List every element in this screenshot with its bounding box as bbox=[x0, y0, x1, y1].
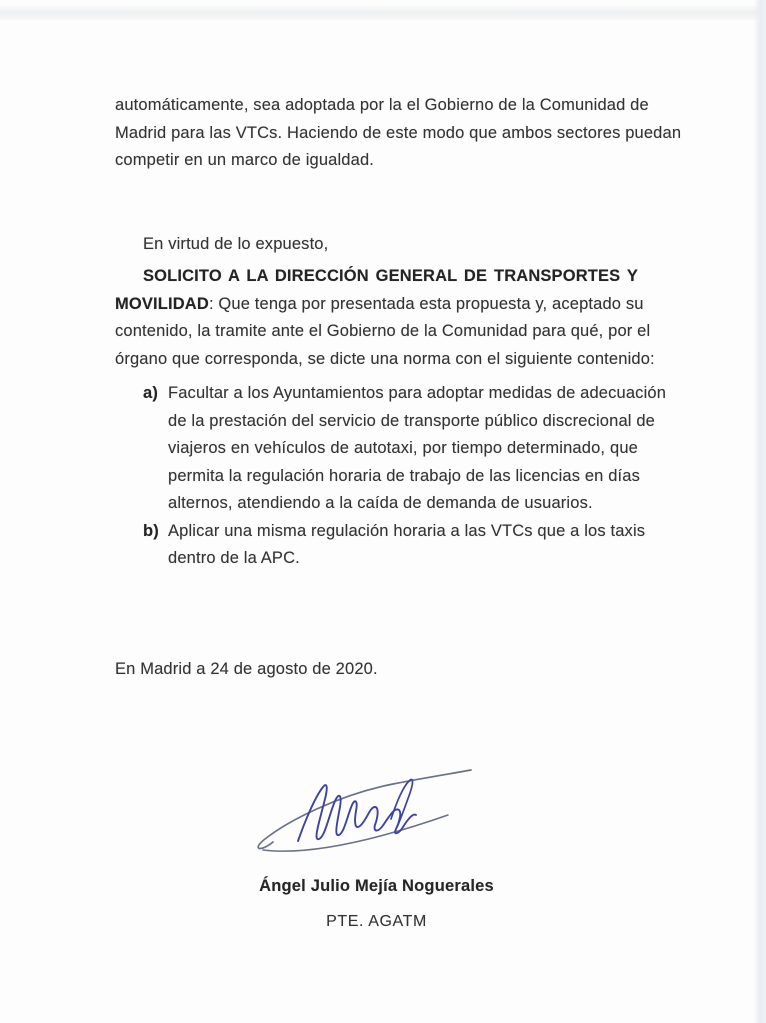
text-line: de la prestación del servicio de transporte público discrecional de bbox=[168, 411, 655, 430]
text-line: dentro de la APC. bbox=[168, 549, 300, 567]
date-line bbox=[115, 656, 638, 684]
text-line: órgano que corresponda, se dicte una norma con el siguiente contenido: bbox=[115, 349, 655, 368]
petition-text: : Que tenga por presentada esta propuesta y, aceptado su bbox=[208, 294, 644, 313]
text-line: En virtud de lo expuesto, bbox=[143, 234, 329, 253]
signature-ascender-stroke bbox=[391, 780, 413, 828]
date-text: En Madrid a 24 de agosto de 2020. bbox=[115, 659, 378, 678]
list-marker-b: b) bbox=[143, 521, 159, 540]
text-line: contenido, la tramite ante el Gobierno de la Comunidad para qué, por el bbox=[115, 322, 651, 340]
text-line: Aplicar una misma regulación horaria a las VTCs que a los taxis bbox=[168, 521, 646, 540]
text-line: automáticamente, sea adoptada por la el Gobierno de la Comunidad de bbox=[115, 96, 649, 114]
text-line: permita la regulación horaria de trabajo de las licencias en días bbox=[168, 466, 641, 485]
signer-name: Ángel Julio Mejía Noguerales bbox=[259, 877, 494, 895]
text-line: alternos, atendiendo a la caída de demanda de usuarios. bbox=[168, 494, 593, 512]
petition-heading-line: SOLICITO A LA DIRECCIÓN GENERAL DE TRANSPORTES Y bbox=[143, 267, 638, 285]
list-item-b bbox=[115, 518, 646, 573]
text-line: viajeros en vehículos de autotaxi, por tiempo determinado, que bbox=[168, 439, 638, 457]
letter-body bbox=[115, 92, 682, 683]
text-line: Madrid para las VTCs. Haciendo de este modo que ambos sectores puedan bbox=[115, 123, 682, 142]
intro-line bbox=[115, 231, 638, 259]
signer-role: PTE. AGATM bbox=[326, 913, 427, 930]
signature-flourish-stroke bbox=[258, 770, 471, 848]
scan-artifact-right-edge bbox=[753, 0, 766, 1023]
petition-heading-continued: MOVILIDAD bbox=[115, 294, 209, 313]
signature-scribble-icon bbox=[243, 757, 481, 859]
request-list bbox=[115, 380, 667, 573]
list-marker-a: a) bbox=[143, 384, 158, 402]
continuation-paragraph bbox=[115, 92, 682, 175]
text-line: Facultar a los Ayuntamientos para adoptar medidas de adecuación bbox=[168, 384, 667, 402]
text-line bbox=[115, 291, 644, 319]
petition-paragraph bbox=[115, 263, 655, 373]
scan-artifact-top-band bbox=[0, 6, 766, 20]
signature-image bbox=[243, 757, 481, 859]
list-item-a bbox=[115, 380, 667, 518]
text-line: competir en un marco de igualdad. bbox=[115, 151, 375, 169]
